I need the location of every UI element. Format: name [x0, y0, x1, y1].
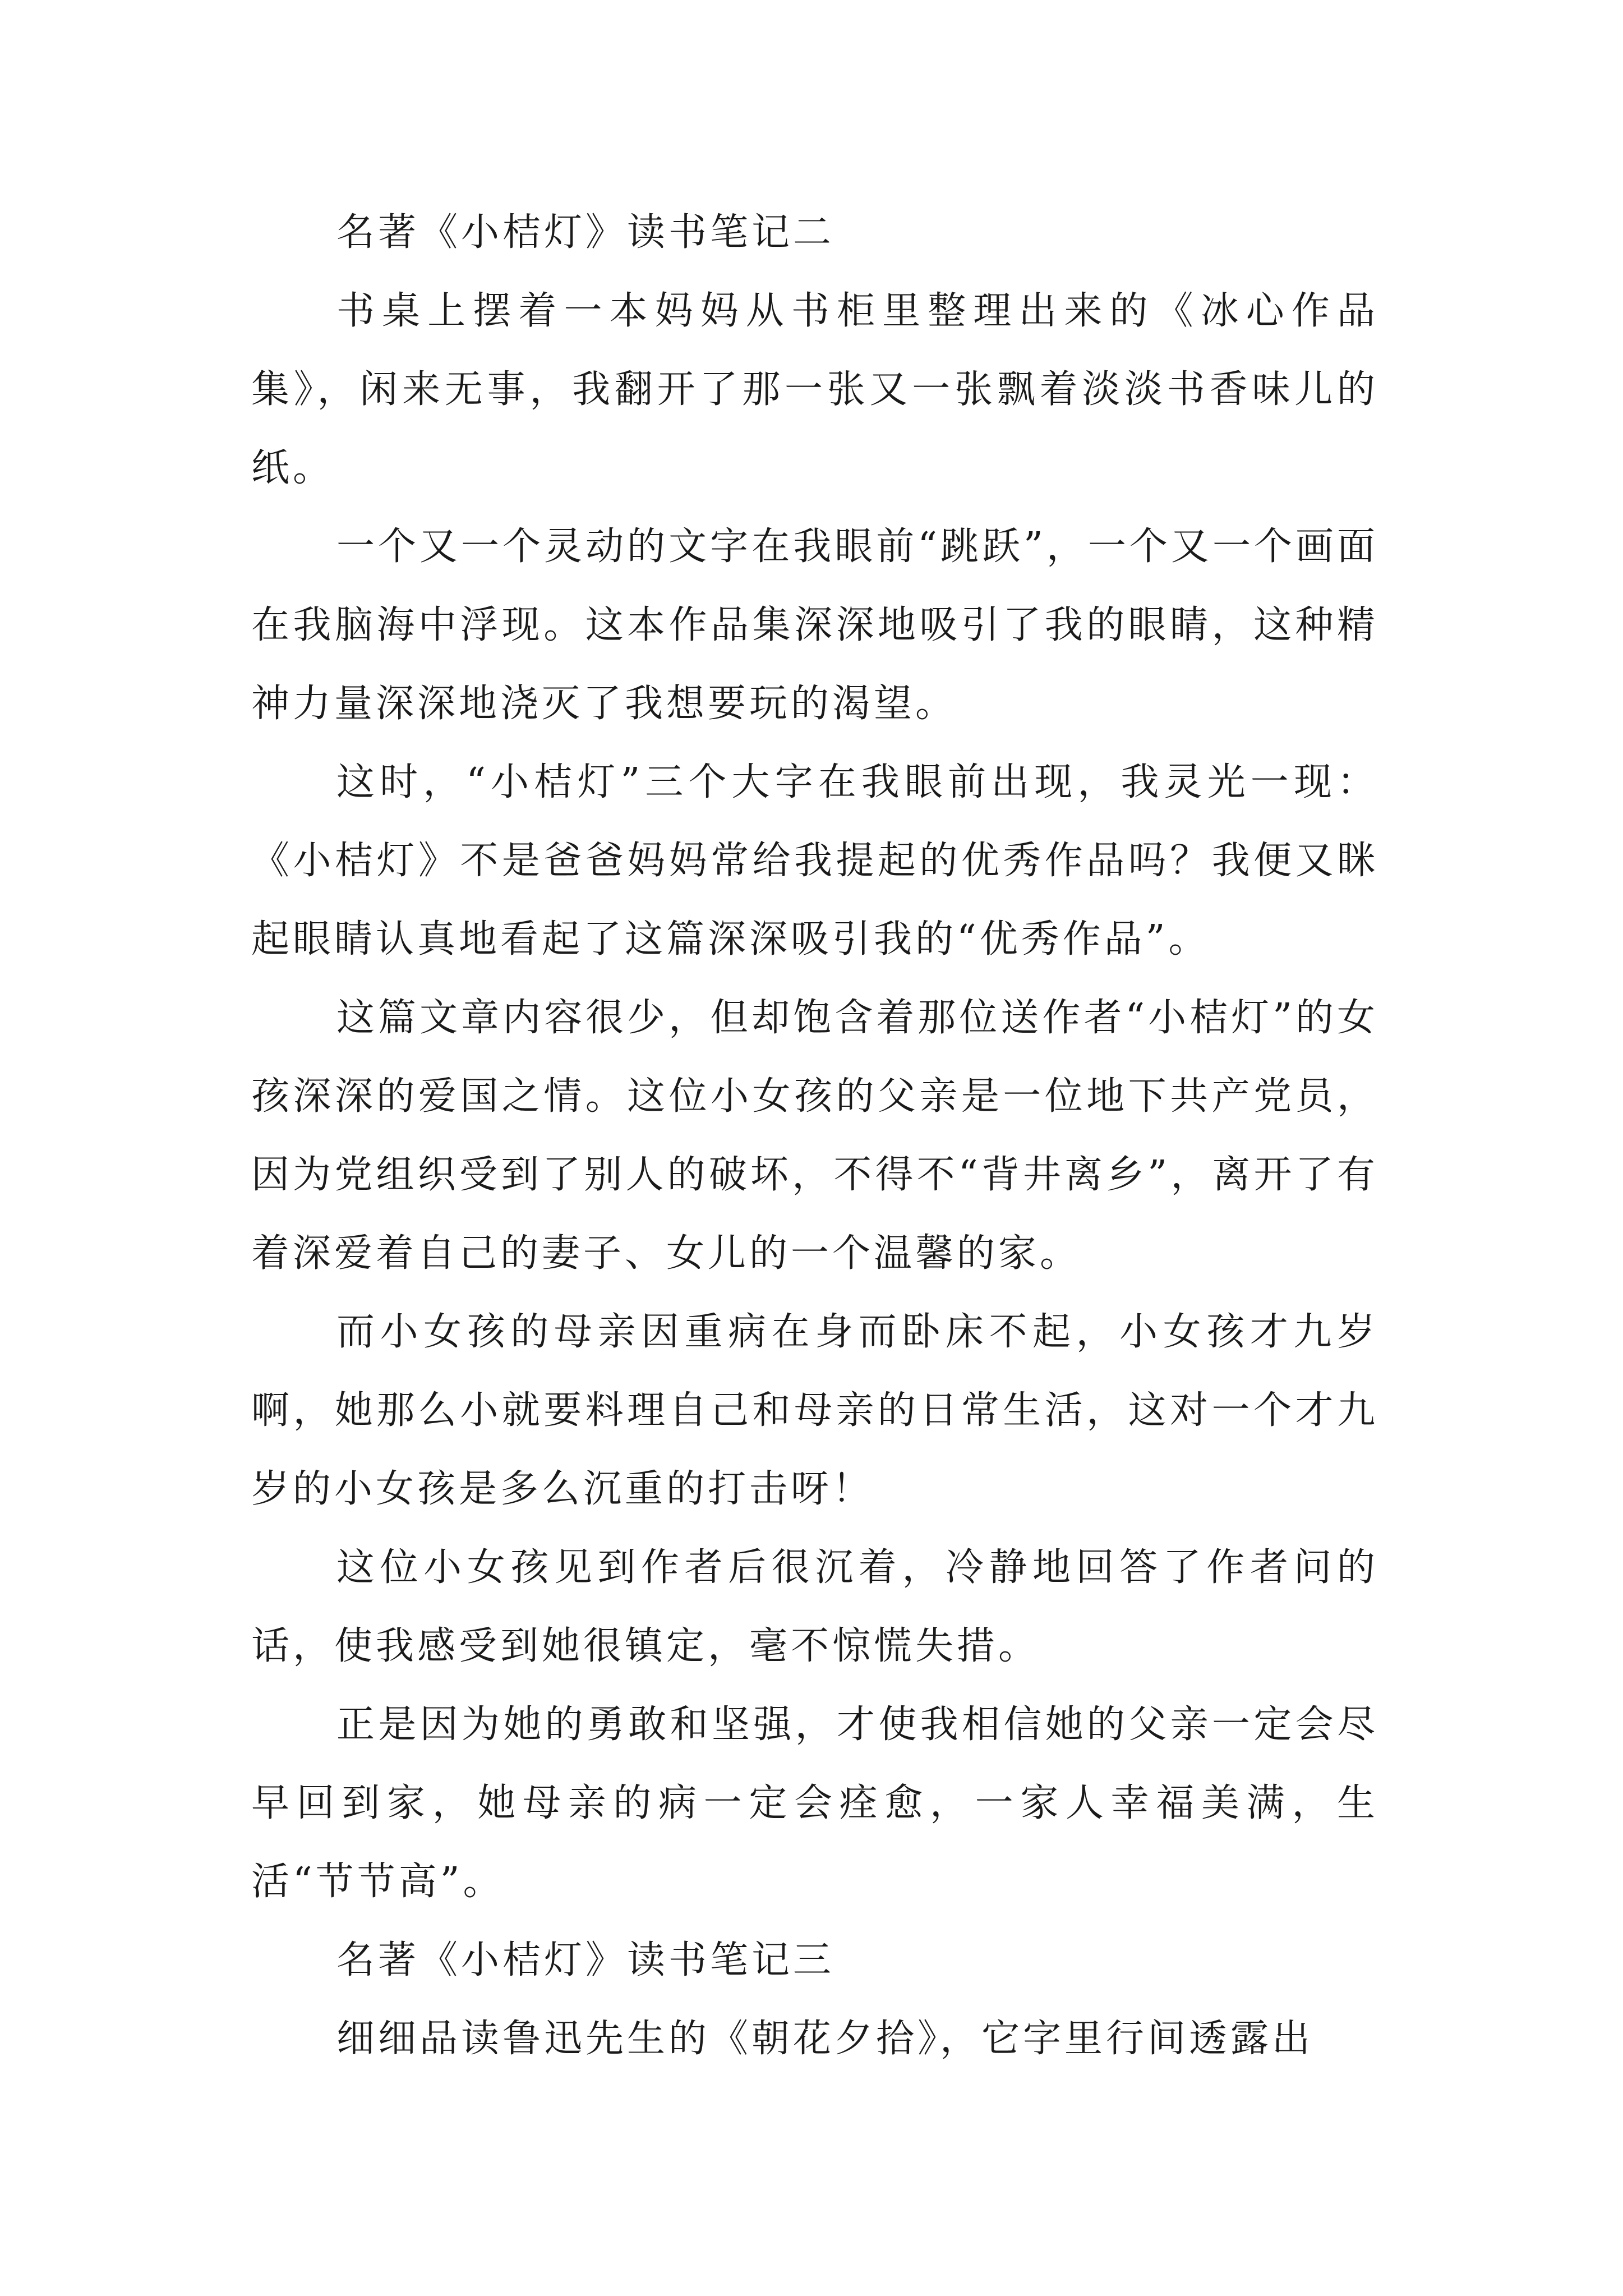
paragraph: 细细品读鲁迅先生的《朝花夕拾》，它字里行间透露出: [336, 2017, 1314, 2061]
paragraph: 而小女孩的母亲因重病在身而卧床不起，小女孩才九岁啊，她那么小就要料理自己和母亲的日常生活，这对一个才九岁的小女孩是多么沉重的打击呀！: [251, 1310, 1378, 1511]
section-heading: 名著《小桔灯》读书笔记二: [336, 210, 835, 255]
paragraph: 书桌上摆着一本妈妈从书柜里整理出来的《冰心作品集》，闲来无事，我翻开了那一张又一张飘着淡淡书香味儿的纸。: [251, 289, 1378, 490]
paragraph: 这位小女孩见到作者后很沉着，冷静地回答了作者问的话，使我感受到她很镇定，毫不惊慌失措。: [251, 1545, 1378, 1668]
paragraph: 一个又一个灵动的文字在我眼前“跳跃”，一个又一个画面在我脑海中浮现。这本作品集深深地吸引了我的眼睛，这种精神力量深深地浇灭了我想要玩的渴望。: [251, 524, 1378, 726]
paragraph: 正是因为她的勇敢和坚强，才使我相信她的父亲一定会尽早回到家，她母亲的病一定会痊愈，一家人幸福美满，生活“节节高”。: [251, 1703, 1378, 1904]
paragraph: 这篇文章内容很少，但却饱含着那位送作者“小桔灯”的女孩深深的爱国之情。这位小女孩的父亲是一位地下共产党员，因为党组织受到了别人的破坏，不得不“背井离乡”，离开了有着深爱着自己的妻子、女儿的一个温馨的家。: [251, 996, 1378, 1276]
section-heading: 名著《小桔灯》读书笔记三: [336, 1938, 835, 1982]
paragraph: 这时，“小桔灯”三个大字在我眼前出现，我灵光一现：《小桔灯》不是爸爸妈妈常给我提起的优秀作品吗？我便又眯起眼睛认真地看起了这篇深深吸引我的“优秀作品”。: [251, 760, 1378, 961]
document-body: [251, 194, 1378, 2078]
